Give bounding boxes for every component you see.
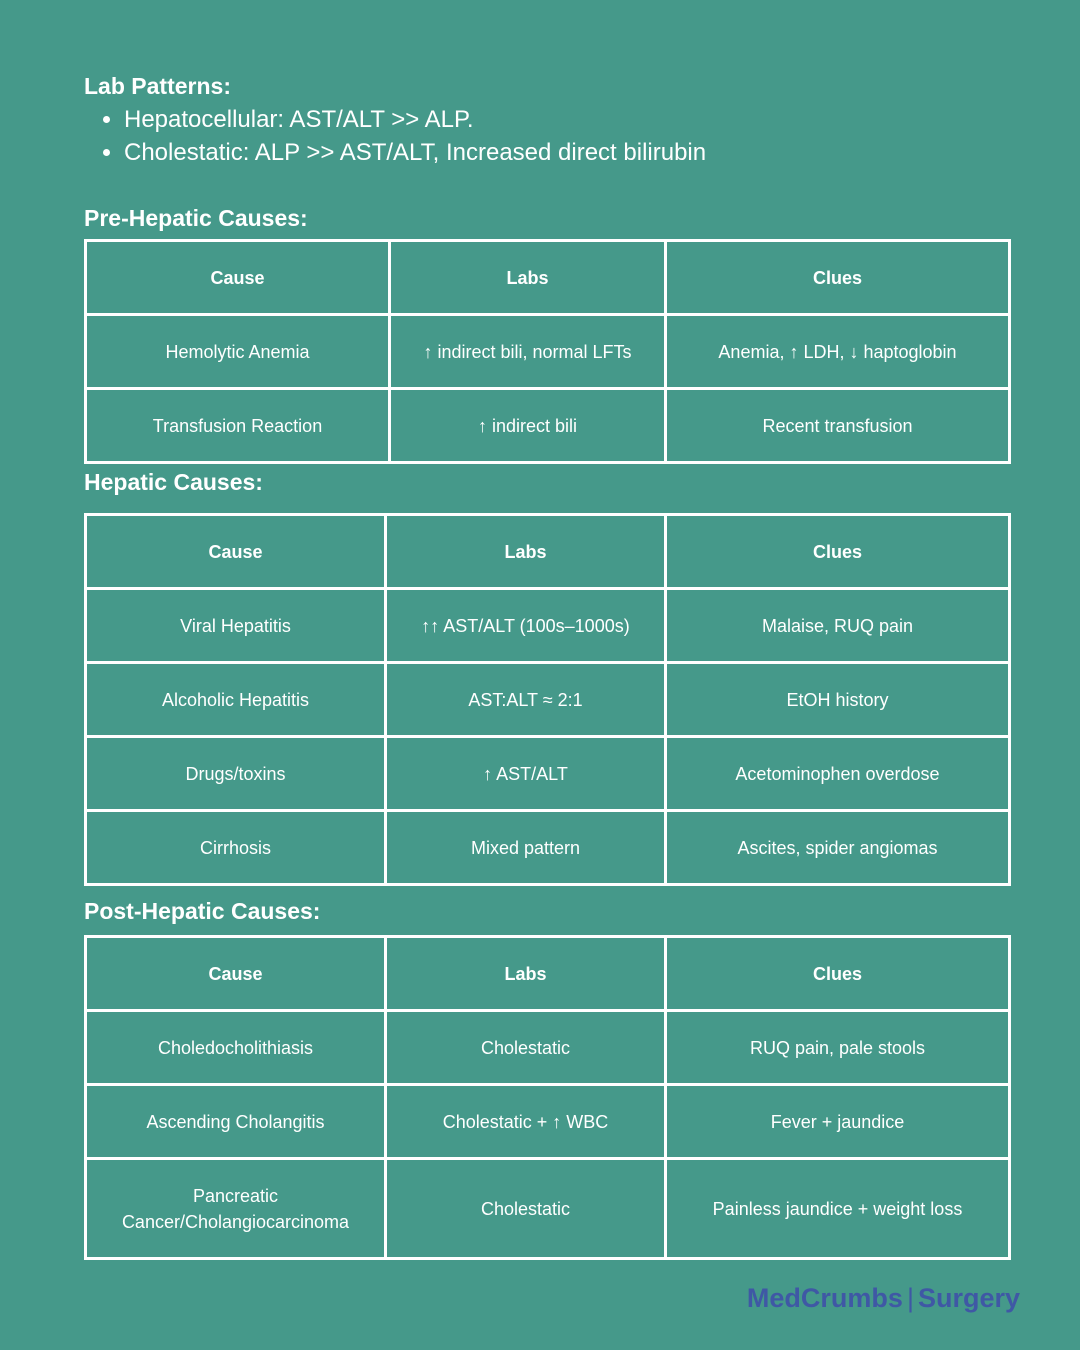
- header-clues: Clues: [666, 241, 1010, 315]
- list-item: • Cholestatic: ALP >> AST/ALT, Increased direct bilirubin: [124, 136, 706, 169]
- table-row: [86, 1011, 1010, 1085]
- cell-cause: Cirrhosis: [86, 811, 386, 885]
- header-cause: Cause: [86, 515, 386, 589]
- post-hepatic-table: [84, 935, 1011, 1260]
- brand-separator: |: [906, 1283, 914, 1313]
- hepatic-title: Hepatic Causes:: [84, 469, 263, 495]
- cell-labs: AST:ALT ≈ 2:1: [386, 663, 666, 737]
- cell-cause: Choledocholithiasis: [86, 1011, 386, 1085]
- post-hepatic-title: Post-Hepatic Causes:: [84, 898, 321, 924]
- cell-labs: Cholestatic + ↑ WBC: [386, 1085, 666, 1159]
- cell-cause: Ascending Cholangitis: [86, 1085, 386, 1159]
- brand-name: MedCrumbs: [746, 1283, 903, 1313]
- list-item: • Hepatocellular: AST/ALT >> ALP.: [124, 103, 706, 136]
- brand-section: Surgery: [917, 1283, 1020, 1313]
- table-row: [86, 315, 1010, 389]
- lab-patterns-title: Lab Patterns:: [84, 73, 231, 99]
- header-clues: Clues: [666, 937, 1010, 1011]
- table-row: [86, 811, 1010, 885]
- cell-cause: Hemolytic Anemia: [86, 315, 390, 389]
- cell-labs: Cholestatic: [386, 1011, 666, 1085]
- table-row: [86, 663, 1010, 737]
- pre-hepatic-table: [84, 239, 1011, 464]
- cell-clues: Painless jaundice + weight loss: [666, 1159, 1010, 1259]
- table-row: [86, 1159, 1010, 1259]
- cell-clues: Anemia, ↑ LDH, ↓ haptoglobin: [666, 315, 1010, 389]
- cell-clues: Ascites, spider angiomas: [666, 811, 1010, 885]
- cell-clues: Malaise, RUQ pain: [666, 589, 1010, 663]
- table-header-row: [86, 241, 1010, 315]
- cell-cause: Alcoholic Hepatitis: [86, 663, 386, 737]
- cell-clues: RUQ pain, pale stools: [666, 1011, 1010, 1085]
- brand-footer: [747, 1283, 1020, 1314]
- cell-cause: Viral Hepatitis: [86, 589, 386, 663]
- cell-cause: Transfusion Reaction: [86, 389, 390, 463]
- cell-cause: Pancreatic Cancer/Cholangiocarcinoma: [86, 1159, 386, 1259]
- cell-clues: EtOH history: [666, 663, 1010, 737]
- table-row: [86, 737, 1010, 811]
- table-row: [86, 389, 1010, 463]
- cell-clues: Acetominophen overdose: [666, 737, 1010, 811]
- header-labs: Labs: [386, 515, 666, 589]
- table-row: [86, 1085, 1010, 1159]
- header-labs: Labs: [390, 241, 666, 315]
- cell-labs: ↑ indirect bili: [390, 389, 666, 463]
- lab-patterns-list: [100, 103, 706, 169]
- header-cause: Cause: [86, 241, 390, 315]
- header-cause: Cause: [86, 937, 386, 1011]
- table-header-row: [86, 515, 1010, 589]
- cell-cause: Drugs/toxins: [86, 737, 386, 811]
- table-header-row: [86, 937, 1010, 1011]
- cell-labs: ↑ indirect bili, normal LFTs: [390, 315, 666, 389]
- cell-clues: Fever + jaundice: [666, 1085, 1010, 1159]
- cell-labs: Mixed pattern: [386, 811, 666, 885]
- cell-labs: ↑↑ AST/ALT (100s–1000s): [386, 589, 666, 663]
- header-labs: Labs: [386, 937, 666, 1011]
- pre-hepatic-title: Pre-Hepatic Causes:: [84, 205, 308, 231]
- cell-clues: Recent transfusion: [666, 389, 1010, 463]
- table-row: [86, 589, 1010, 663]
- hepatic-table: [84, 513, 1011, 886]
- header-clues: Clues: [666, 515, 1010, 589]
- cell-labs: Cholestatic: [386, 1159, 666, 1259]
- cell-labs: ↑ AST/ALT: [386, 737, 666, 811]
